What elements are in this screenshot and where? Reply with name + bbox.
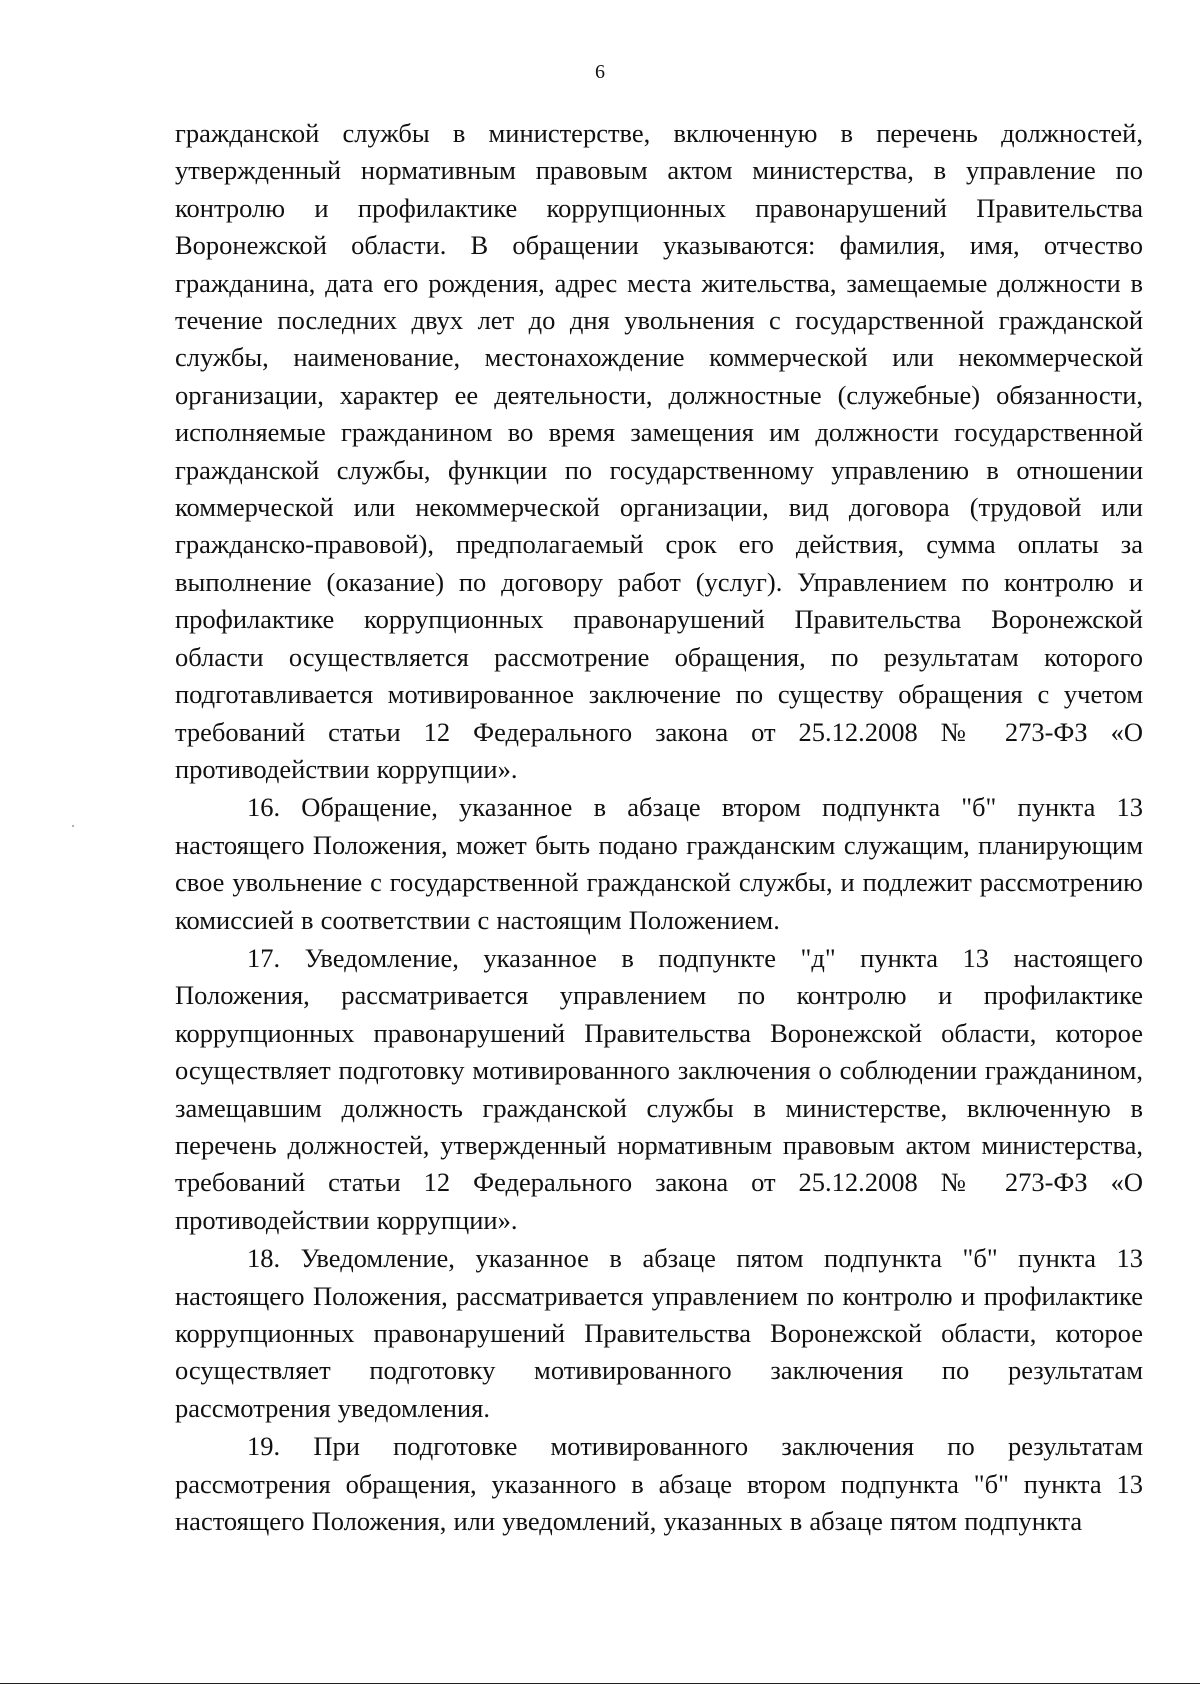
scan-speck <box>72 825 74 827</box>
document-body <box>175 115 1143 1540</box>
paragraph-continuation: гражданской службы в министерстве, включенную в перечень должностей, утвержденный нормативным правовым актом министерства, в управление по контролю и профилактике коррупционных правонарушений Правительства Воронежской области. В обращении указываются: фамилия, имя, отчество гражданина, дата его рождения, адрес места жительства, замещаемые должности в течение последних двух лет до дня увольнения с государственной гражданской службы, наименование, местонахождение коммерческой или некоммерческой организации, характер ее деятельности, должностные (служебные) обязанности, исполняемые гражданином во время замещения им должности государственной гражданской службы, функции по государственному управлению в отношении коммерческой или некоммерческой организации, вид договора (трудовой или гражданско-правовой), предполагаемый срок его действия, сумма оплаты за выполнение (оказание) по договору работ (услуг). Управлением по контролю и профилактике коррупционных правонарушений Правительства Воронежской области осуществляется рассмотрение обращения, по результатам которого подготавливается мотивированное заключение по существу обращения с учетом требований статьи 12 Федерального закона от 25.12.2008 № 273-ФЗ «О противодействии коррупции». <box>175 118 1143 784</box>
paragraph-17: 17. Уведомление, указанное в подпункте "д" пункта 13 настоящего Положения, рассматривается управлением по контролю и профилактике коррупционных правонарушений Правительства Воронежской области, которое осуществляет подготовку мотивированного заключения о соблюдении гражданином, замещавшим должность гражданской службы в министерстве, включенную в перечень должностей, утвержденный нормативным правовым актом министерства, требований статьи 12 Федерального закона от 25.12.2008 № 273-ФЗ «О противодействии коррупции». <box>175 942 1143 1235</box>
paragraph-18: 18. Уведомление, указанное в абзаце пятом подпункта "б" пункта 13 настоящего Положения, рассматривается управлением по контролю и профилактике коррупционных правонарушений Правительства Воронежской области, которое осуществляет подготовку мотивированного заключения по результатам рассмотрения уведомления. <box>175 1243 1143 1423</box>
page-number: 6 <box>595 61 605 83</box>
bottom-rule <box>0 1683 1200 1684</box>
paragraph-16: 16. Обращение, указанное в абзаце втором подпункта "б" пункта 13 настоящего Положения, может быть подано гражданским служащим, планирующим свое увольнение с государственной гражданской службы, и подлежит рассмотрению комиссией в соответствии с настоящим Положением. <box>175 792 1143 935</box>
paragraph-19: 19. При подготовке мотивированного заключения по результатам рассмотрения обращения, указанного в абзаце втором подпункта "б" пункта 13 настоящего Положения, или уведомлений, указанных в абзаце пятом подпункта <box>175 1431 1143 1537</box>
